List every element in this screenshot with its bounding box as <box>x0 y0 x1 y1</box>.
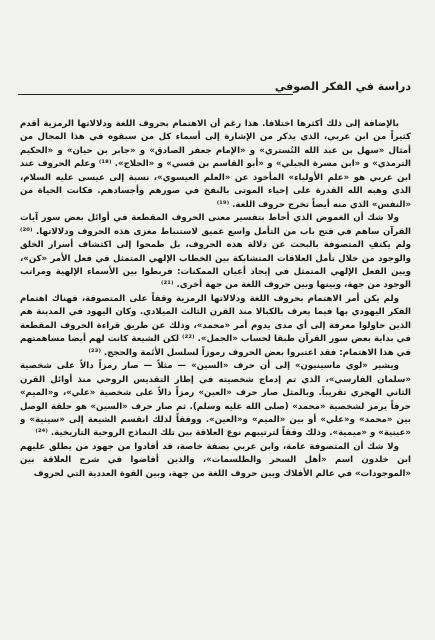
paragraph-3: ولم يكن أمر الاهتمام بحروف اللغة ودلالاتها الرمزية وقفاً على المتصوفة، فهناك اهتمام الفكر اليهودي بها فيما يعرف بالكبالا منذ القرن الثالث الميلادي. وكان اليهود في المدينة هم الذين حاولوا معرفة إلى أي مدى يدوم أمر «محمد»، وذلك عن طريق قراءة الحروف المقطعة في بداية بعض سور القرآن طبقا لحساب «الجمل». ⁽²²⁾ لكن الشيعة كانت لهم أيضا مساهمتهم في هذا الاهتمام: فقد اعتبروا بعض الحروف رموزاً لسلسل الأئمة والحجج. ⁽²³⁾ <box>20 293 411 358</box>
running-header <box>18 80 411 100</box>
paragraph-4: ويشير «لوي ماسينيون» إلى أن حرف «السين» — مثلاً — صار رمزاً دالاً على شخصية «سلمان الفارسي»، الذي تم إدماج شخصيته في إطار التقديس الروحي منذ أوائل القرن الثاني الهجري تقريباً. وبالمثل صار حرف «العين» رمزاً دالاً على شخصية «علي»، و«الميم» حرفاً يرمز لشخصية «محمد» (صلى الله عليه وسلم). ثم صار حرف «السين» هو حلقة الوصل بين «محمد» و«علي» أو بين «الميم» و«العين». ووفقاً لذلك انقسم الشيعة إلى «سينية» و «عينية» و «ميمية». وذلك وفقاً لترتيبهم نوع العلاقة بين تلك النماذج الروحية التاريخية. ⁽²⁴⁾ <box>20 361 411 439</box>
body-text <box>20 118 411 610</box>
paragraph-5: ولا شك أن المتصوفة عامة، وابن عربي بصفة خاصة، قد أفادوا من جهود من يطلق عليهم ابن خلدون اسم «أهل السحر والطلسمات»، والذين أفاضوا في شرح العلاقة بين «الموجودات» في عالم الأفلاك وبين حروف اللغة من جهة، وبين القوة العددية التي لحروف <box>20 441 411 479</box>
paragraph-1: بالإضافة إلى ذلك أكثرها اختلافا. هذا رغم أن الاهتمام بحروف اللغة ودلالاتها الرمزية أقدم كثيراً من ابن عربي، الذي يذكر من الإشارة إلى أسماء كل من سبقوه في هذا المجال من أمثال «سهل بن عبد الله التُستري» و «الإمام جعفر الصادق» و «جابر بن حيان» و «الحكيم الترمذي» و «ابن مسرة الجبلي» و «أبو القاسم بن قسي» و «الحلاج». ⁽¹⁸⁾ وعلم الحروف عند ابن عربي هو «علم الأولياء» المأخوذ عن «العلم العيسوي»، نسبة إلى عيسى عليه السلام، الذي وهبه الله القدرة على إحياء الموتى بالنفخ في صورهم وأجسادهم. فكانت الحياة من «النفس» الذي منه أيضاً تخرج حروف اللغة. ⁽¹⁹⁾ <box>20 119 411 210</box>
header-title: دراسة في الفكر الصوفي <box>274 80 411 93</box>
header-rule <box>18 94 293 95</box>
paragraph-2: ولا شك أن الغموض الذي أحاط بتفسير معنى الحروف المقطعة في أوائل بعض سور آيات القرآن ساهم في فتح باب من التأمل واسع عميق لاستنباط مغزى هذه الحروف ودلالاتها. ⁽²⁰⁾ ولم يكتفِ المتصوفة بالبحث عن دلالة هذه الحروف، بل طمحوا إلى اكتشاف أسرار الخلق والوجود من خلال تأمل العلاقات المتشابكة بين الخطاب الإلهي المتمثل في فعل الأمر «كن»، وبين الفعل الإلهي المتمثل في إيجاد أعيان الممكنات: فربطوا بين الأسماء الإلهية ومراتب الوجود من جهة، وبينها وبين حروف اللغة من جهة أخرى. ⁽²¹⁾ <box>20 213 411 291</box>
